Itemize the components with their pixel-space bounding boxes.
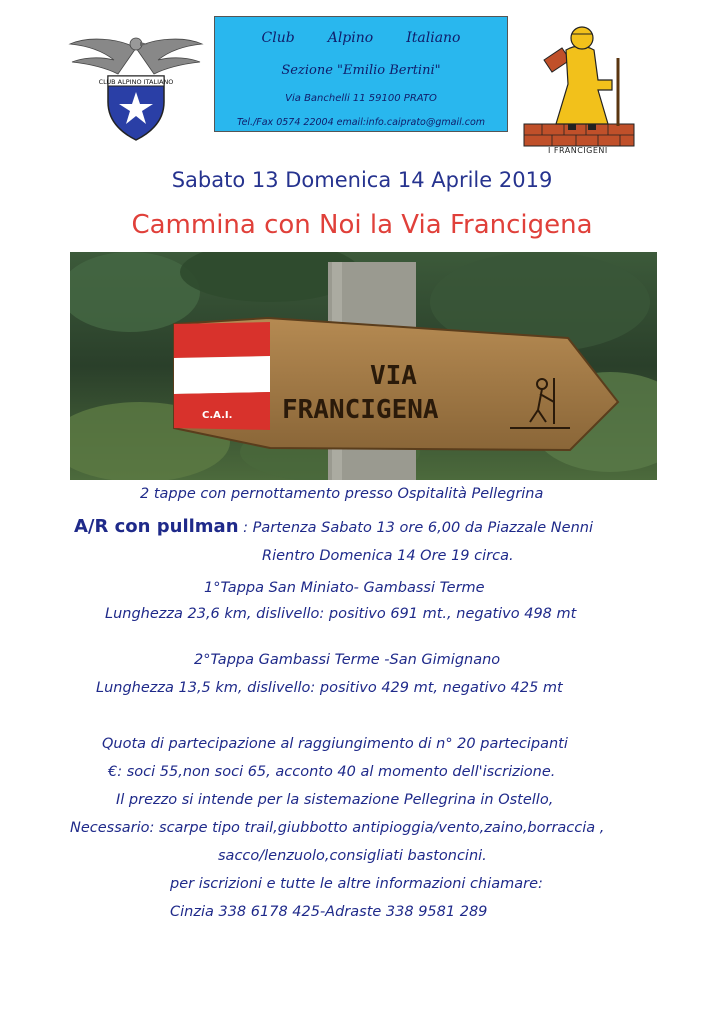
info-departure: : Partenza Sabato 13 ore 6,00 da Piazzale Nenni [238, 520, 593, 536]
fee-condition: Quota di partecipazione al raggiungimento di n° 20 partecipanti [102, 736, 568, 752]
club-section: Sezione "Emilio Bertini" [281, 63, 441, 78]
info-transport-label: A/R con pullman [74, 516, 239, 537]
club-address: Via Banchelli 11 59100 PRATO [285, 93, 437, 104]
club-contact: Tel./Fax 0574 22004 email:info.caiprato@gmail.com [236, 117, 486, 128]
stage2-details: Lunghezza 13,5 km, dislivello: positivo 429 mt, negativo 425 mt [96, 680, 563, 696]
event-date-title: Sabato 13 Domenica 14 Aprile 2019 [171, 168, 553, 192]
club-info-box [214, 16, 508, 132]
francigeni-logo [520, 20, 638, 156]
club-word: Alpino [327, 30, 374, 46]
event-main-title: Cammina con Noi la Via Francigena [131, 210, 593, 240]
accommodation-note: Il prezzo si intende per la sistemazione Pellegrina in Ostello, [116, 792, 554, 808]
sign-text-francigena: FRANCIGENA [282, 395, 439, 425]
contact-intro: per iscrizioni e tutte le altre informazioni chiamare: [170, 876, 543, 892]
sign-cai-text: C.A.I. [202, 410, 233, 421]
info-transport [74, 516, 593, 537]
francigeni-caption: I FRANCIGENI [548, 146, 608, 155]
info-return: Rientro Domenica 14 Ore 19 circa. [262, 548, 514, 564]
via-francigena-sign-photo [70, 252, 657, 480]
stage2-title: 2°Tappa Gambassi Terme -San Gimignano [194, 652, 501, 668]
info-stages: 2 tappe con pernottamento presso Ospitalità Pellegrina [140, 486, 544, 502]
stage1-details: Lunghezza 23,6 km, dislivello: positivo 691 mt., negativo 498 mt [105, 606, 577, 622]
club-word: Italiano [406, 30, 461, 46]
stage1-title: 1°Tappa San Miniato- Gambassi Terme [204, 580, 485, 596]
club-word: Club [261, 30, 295, 46]
contact-phones: Cinzia 338 6178 425-Adraste 338 9581 289 [170, 904, 488, 920]
cai-logo [68, 30, 204, 142]
club-name [215, 30, 507, 46]
sign-text-via: VIA [370, 361, 417, 391]
fee-amounts: €: soci 55,non soci 65, acconto 40 al momento dell'iscrizione. [108, 764, 556, 780]
equipment-suggested: sacco/lenzuolo,consigliati bastoncini. [218, 848, 487, 864]
equipment-required: Necessario: scarpe tipo trail,giubbotto antipioggia/vento,zaino,borraccia , [70, 820, 605, 836]
cai-logo-text: CLUB ALPINO ITALIANO [98, 78, 174, 86]
